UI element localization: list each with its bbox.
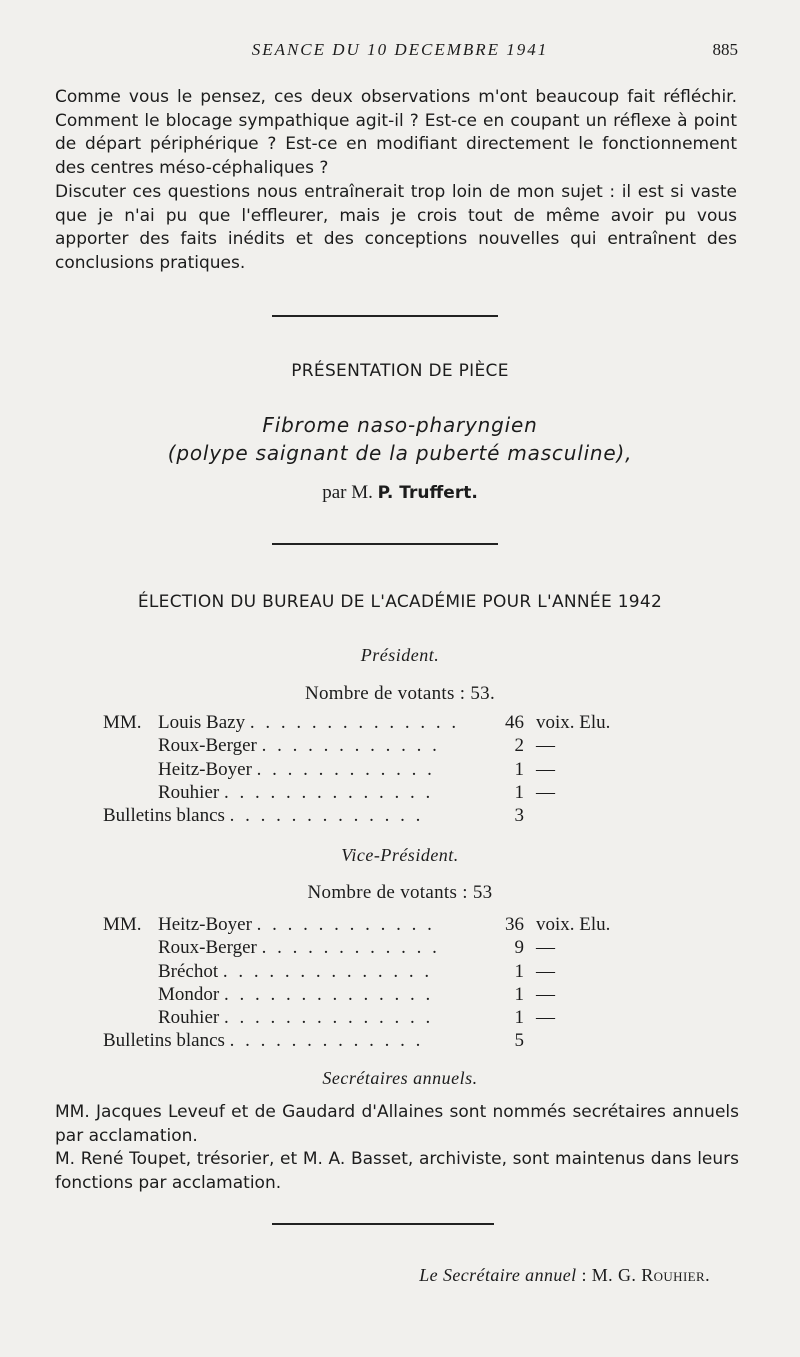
signature-separator: : [576,1265,592,1285]
vote-count: 1 [514,758,524,780]
vote-note: — [536,781,555,803]
candidate-name: Bulletins blancs [103,805,225,827]
vote-row [0,1030,800,1053]
leader-dots: . . . . . . . . . . . . . [229,1030,424,1052]
vote-note: — [536,960,555,982]
vote-note: — [536,983,555,1005]
presentation-title-line-2: (polype saignant de la puberté masculine), [167,441,633,465]
vote-note: — [536,1007,555,1029]
candidate-name: Louis Bazy [158,712,246,733]
candidate-name: Rouhier [158,1007,220,1029]
leader-dots: . . . . . . . . . . . . [261,937,440,959]
president-label: Président. [360,645,440,665]
vote-count: 3 [514,805,524,827]
vote-note: voix. Elu. [536,914,611,935]
secretaires-label: Secrétaires annuels. [322,1068,478,1088]
vice-president-results-table [0,914,800,1054]
presentation-heading: PRÉSENTATION DE PIÈCE [291,361,509,381]
vote-row [0,914,800,937]
leader-dots: . . . . . . . . . . . . . . [223,781,434,803]
vote-count: 1 [514,983,524,1005]
vote-count: 9 [514,937,524,959]
vote-candidate [158,735,440,757]
leader-dots: . . . . . . . . . . . . . [229,805,424,827]
signature [419,1265,710,1286]
vote-candidate [158,759,435,781]
running-title: SEANCE DU 10 DECEMBRE 1941 [251,40,549,59]
presentation-title-line-1: Fibrome naso-pharyngien [262,413,538,437]
page-number: 885 [712,40,738,59]
vote-row [0,961,800,984]
leader-dots: . . . . . . . . . . . . . . [223,1007,434,1029]
vote-prefix: MM. [103,712,142,733]
vote-count: 1 [514,960,524,982]
vote-note: — [536,937,555,959]
candidate-name: Bulletins blancs [103,1030,225,1052]
leader-dots: . . . . . . . . . . . . . . [222,960,433,982]
section-divider [272,1223,494,1225]
vote-candidate [158,984,433,1006]
intro-paragraph-2-text: Discuter ces questions nous entraînerait trop loin de mon sujet : il est si vaste que je n'ai pu que l'effleurer, mais je crois tout de même avoir pu vous apporter des faits inédits et des conceptions nouvelles qui entraînent des conclusions pratiques. [55,182,737,273]
vote-count: 46 [505,712,524,733]
intro-paragraph-2 [55,181,737,275]
vote-count: 5 [514,1030,524,1052]
leader-dots: . . . . . . . . . . . . [256,914,435,935]
vote-note: voix. Elu. [536,712,611,733]
vice-president-votants: Nombre de votants : 53 [307,882,493,903]
vice-president-label: Vice-Président. [341,845,459,865]
candidate-name: Roux-Berger [158,937,257,959]
vote-count: 1 [514,781,524,803]
vote-candidate [103,805,423,827]
presentation-author [0,482,800,504]
vote-candidate [158,782,433,804]
vote-row [0,759,800,782]
vote-candidate [103,1030,423,1052]
candidate-name: Bréchot [158,960,219,982]
vote-row [0,735,800,758]
president-results-table [0,712,800,828]
vote-count: 2 [514,735,524,757]
candidate-name: Heitz-Boyer [158,758,252,780]
vote-row [0,782,800,805]
leader-dots: . . . . . . . . . . . . [261,735,440,757]
vote-candidate [158,914,435,936]
intro-paragraph-1 [55,86,737,180]
vote-candidate [158,1007,433,1029]
president-votants: Nombre de votants : 53. [304,683,495,704]
author-prefix: par M. [322,482,373,503]
secretaires-paragraph-2: M. René Toupet, trésorier, et M. A. Basset, archiviste, sont maintenus dans leurs fonctions par acclamation. [55,1149,739,1193]
vote-row [0,937,800,960]
election-heading: ÉLECTION DU BUREAU DE L'ACADÉMIE POUR L'ANNÉE 1942 [137,592,663,612]
candidate-name: Heitz-Boyer [158,914,252,935]
signature-name-prefix: M. G. [591,1265,637,1285]
candidate-name: Mondor [158,983,220,1005]
vote-count: 36 [505,914,524,935]
author-name: P. Truffert. [377,483,478,503]
section-divider [272,315,498,317]
secretaires-paragraph-1: MM. Jacques Leveuf et de Gaudard d'Allaines sont nommés secrétaires annuels par acclamation. [55,1102,739,1146]
vote-count: 1 [514,1007,524,1029]
running-header [0,40,800,64]
vote-candidate [158,712,459,734]
signature-role: Le Secrétaire annuel [419,1265,577,1285]
signature-name: Rouhier. [641,1265,710,1285]
vote-candidate [158,961,432,983]
leader-dots: . . . . . . . . . . . . . . [223,983,434,1005]
section-divider [272,543,498,545]
vote-row [0,805,800,828]
vote-row [0,984,800,1007]
vote-candidate [158,937,440,959]
vote-prefix: MM. [103,914,142,935]
vote-note: — [536,735,555,757]
leader-dots: . . . . . . . . . . . . . . [249,712,460,733]
leader-dots: . . . . . . . . . . . . [256,758,435,780]
candidate-name: Roux-Berger [158,735,257,757]
candidate-name: Rouhier [158,781,220,803]
vote-row [0,1007,800,1030]
vote-row [0,712,800,735]
vote-note: — [536,758,555,780]
intro-paragraph-1-text: Comme vous le pensez, ces deux observations m'ont beaucoup fait réfléchir. Comment le blocage sympathique agit-il ? Est-ce en coupant un réflexe à point de départ périphérique ? Est-ce en modifiant directement le fonctionnement des centres méso-céphaliques ? [55,87,737,178]
